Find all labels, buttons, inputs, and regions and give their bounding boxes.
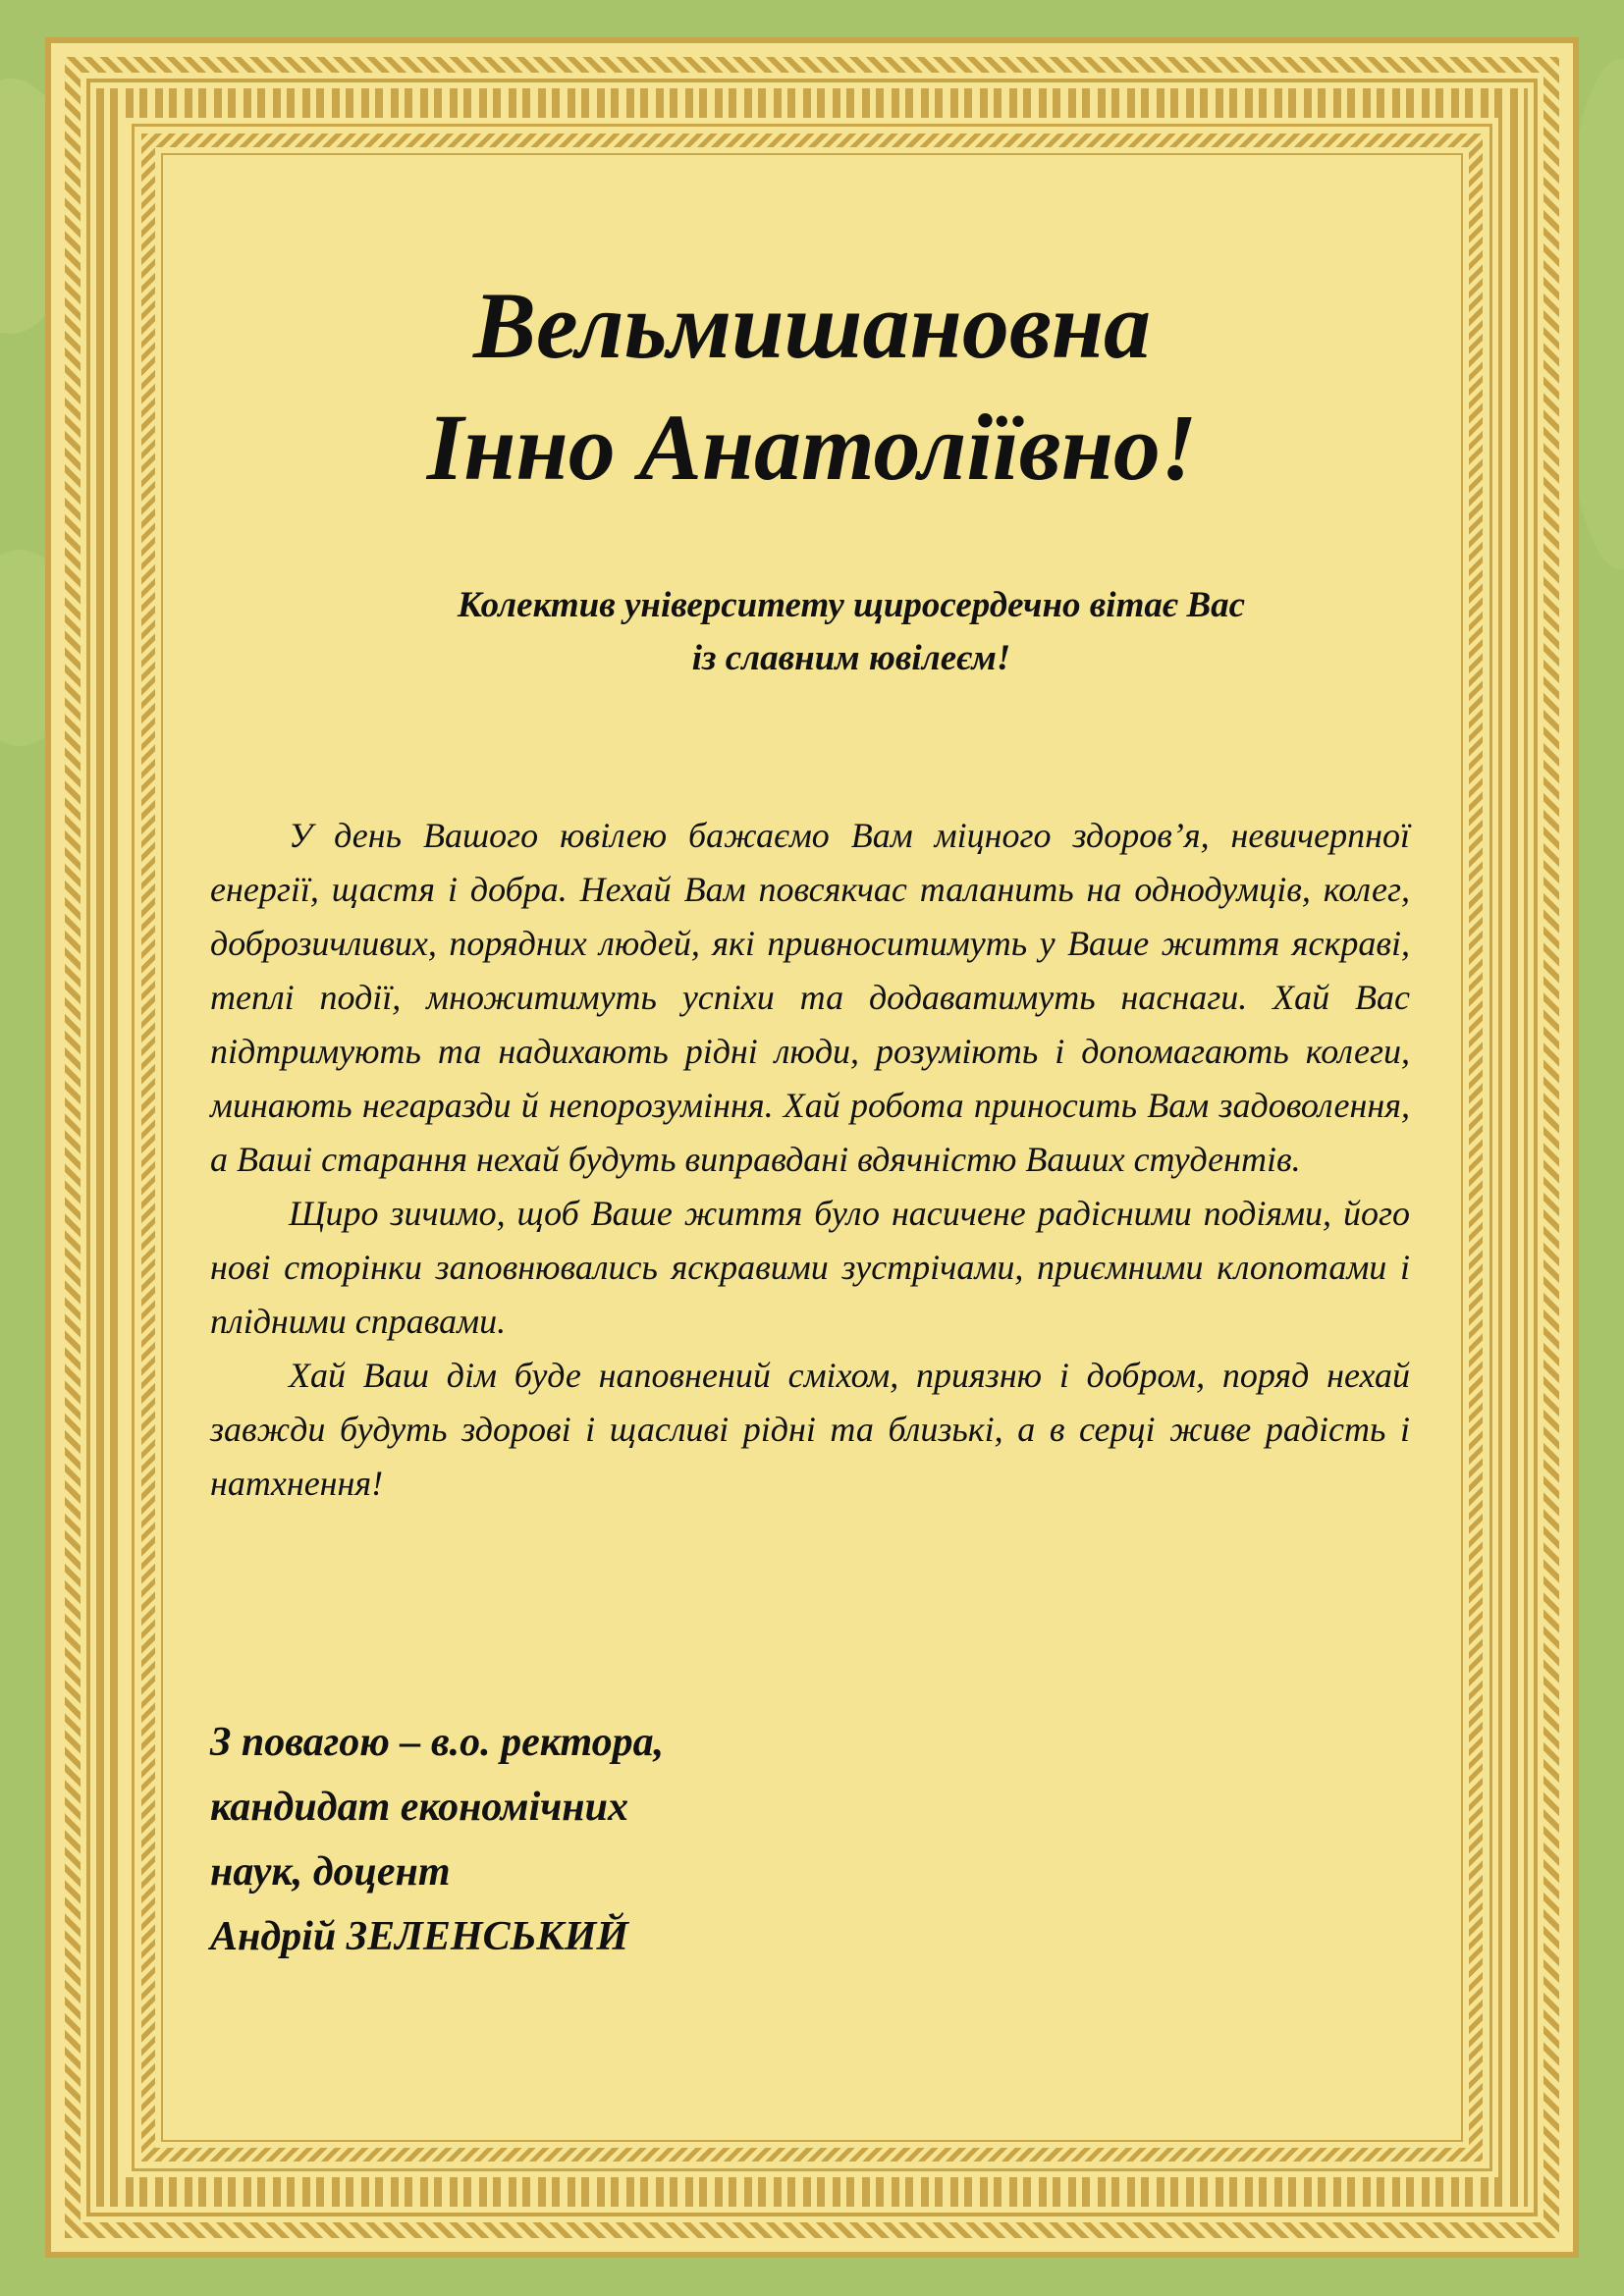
- signature-block: [210, 1710, 664, 1969]
- signature-line: кандидат економічних: [210, 1785, 628, 1830]
- greeting-line: із славним ювілеєм!: [691, 638, 1011, 678]
- salutation-name-line: Інно Анатоліївно!: [426, 395, 1198, 500]
- salutation-heading: [45, 265, 1579, 508]
- signature-line: З повагою – в.о. ректора,: [210, 1720, 665, 1765]
- greeting-subheading: [45, 579, 1579, 685]
- greeting-body: [210, 809, 1410, 1511]
- salutation-line: Вельмишановна: [473, 273, 1151, 378]
- signature-line: наук, доцент: [210, 1849, 451, 1895]
- certificate-content: [45, 37, 1579, 2258]
- body-paragraph: Хай Ваш дім буде наповнений сміхом, приязню і добром, поряд нехай завжди будуть здорові і щасливі рідні та близькі, а в серці живе радість і натхнення!: [210, 1356, 1410, 1503]
- body-paragraph: Щиро зичимо, щоб Ваше життя було насичене радісними подіями, його нові сторінки заповнювались яскравими зустрічами, приємними клопотами і плідними справами.: [210, 1194, 1410, 1341]
- greeting-line: Колектив університету щиросердечно вітає Вас: [457, 585, 1246, 625]
- body-paragraph: У день Вашого ювілею бажаємо Вам міцного здоров’я, невичерпної енергії, щастя і добра. Нехай Вам повсякчас таланить на однодумців, колег, доброзичливих, порядних людей, які привноситимуть у Ваше життя яскраві, теплі події, множитимуть успіхи та додаватимуть наснаги. Хай Вас підтримують та надихають рідні люди, розуміють і допомагають колеги, минають негаразди й непорозуміння. Хай робота приносить Вам задоволення, а Ваші старання нехай будуть виправдані вдячністю Ваших студентів.: [210, 816, 1410, 1179]
- signatory-name: Андрій ЗЕЛЕНСЬКИЙ: [210, 1914, 629, 1959]
